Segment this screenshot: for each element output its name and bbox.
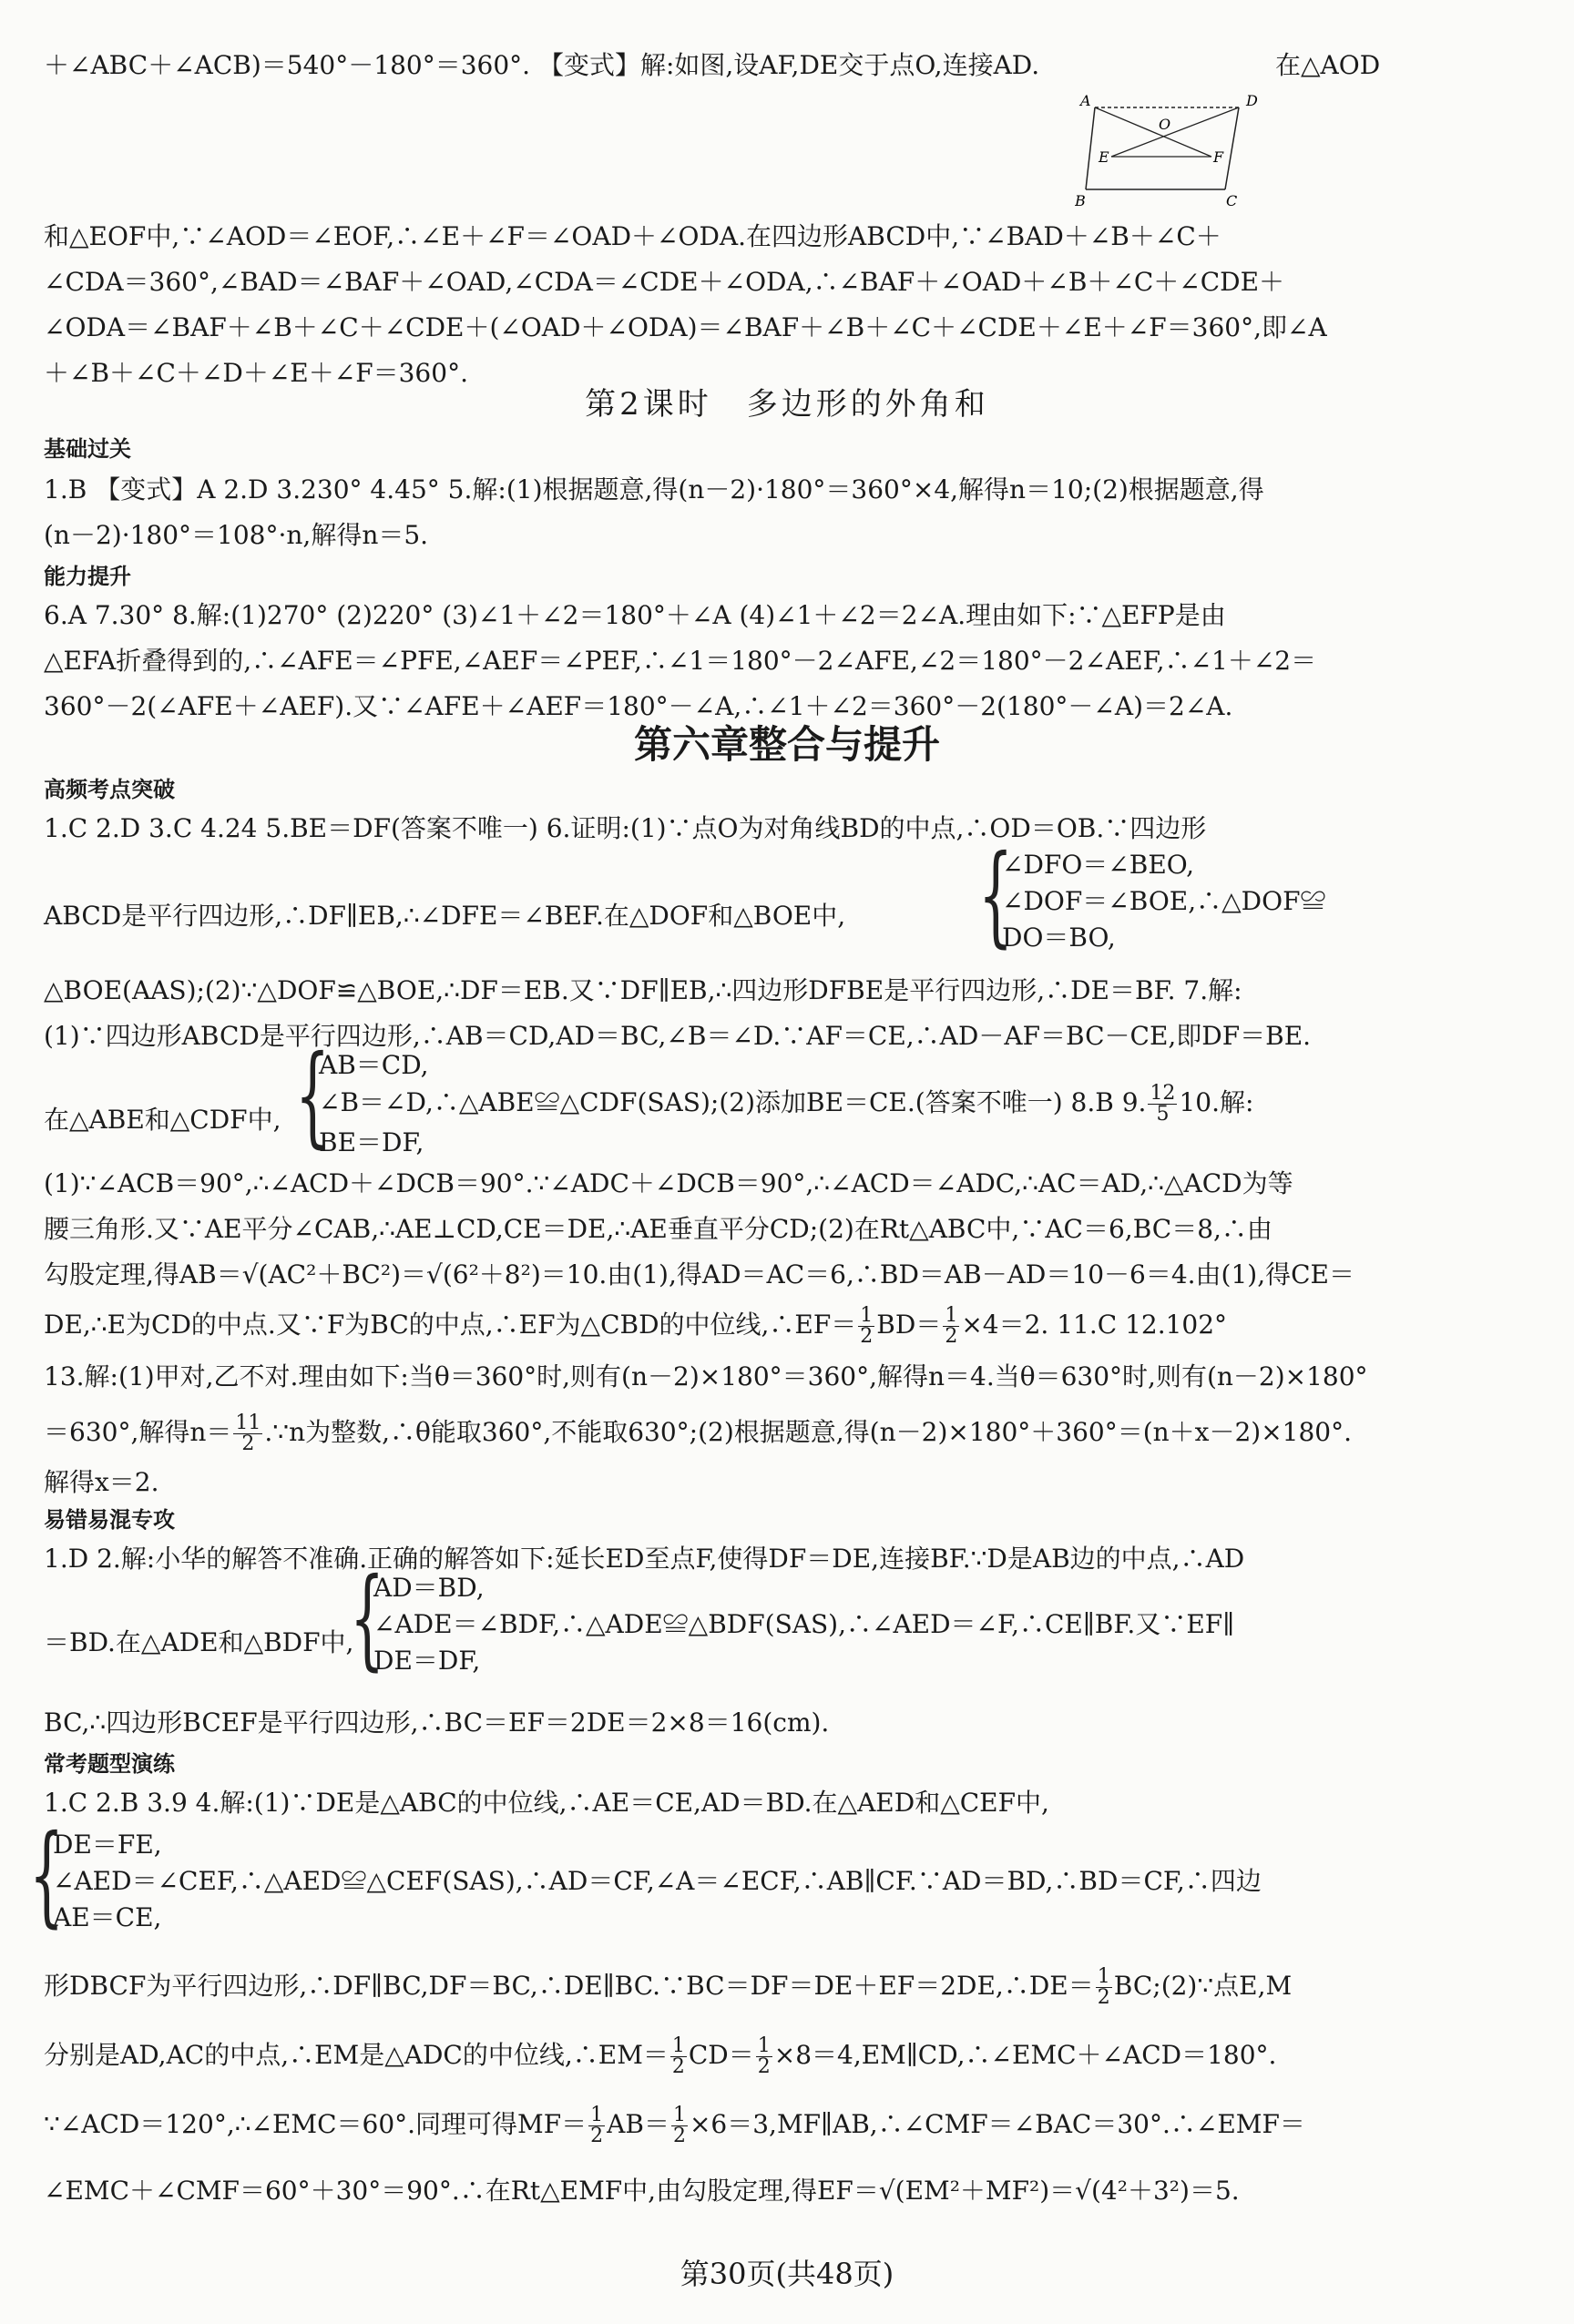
text-line: ∠ODA＝∠BAF＋∠B＋∠C＋∠CDE＋(∠OAD＋∠ODA)＝∠BAF＋∠B＋∠C＋∠CDE＋∠E＋∠F＝360°,即∠A <box>44 312 1327 342</box>
text-line <box>44 2036 1538 2077</box>
text-span: DE,∴E为CD的中点.又∵F为BC的中点,∴EF为△CBD的中位线,∴EF＝ <box>44 1310 857 1340</box>
fraction: $\frac{1}{2}$ <box>671 2034 685 2078</box>
brace-row: AE＝CE, <box>53 1902 162 1932</box>
text-line: 6.A 7.30° 8.解:(1)270° (2)220° (3)∠1＋∠2＝180°＋∠A (4)∠1＋∠2＝2∠A.理由如下:∵△EFP是由 <box>44 600 1226 630</box>
section-heading-high-freq: 高频考点突破 <box>44 777 175 802</box>
text-span: CD＝ <box>688 2040 754 2070</box>
fraction: $\frac{11}{2}$ <box>235 1412 261 1455</box>
brace-row: AD＝BD, <box>373 1573 485 1603</box>
label-d: D <box>1246 92 1258 109</box>
text-line: ＋∠ABC＋∠ACB)＝540°－180°＝360°. 【变式】解:如图,设AF,DE交于点O,连接AD. <box>44 50 1040 80</box>
text-span: ＝630°,解得n＝ <box>44 1417 232 1447</box>
text-line <box>44 1413 1538 1454</box>
text-line: 1.C 2.D 3.C 4.24 5.BE＝DF(答案不唯一) 6.证明:(1)∵点O为对角线BD的中点,∴OD＝OB.∵四边形 <box>44 813 1207 843</box>
brace-row: DO＝BO, <box>1002 922 1116 953</box>
text-line: 在△AOD <box>1275 50 1381 80</box>
text-span: 10.解: <box>1179 1087 1254 1117</box>
text-line: 和△EOF中,∵∠AOD＝∠EOF,∴∠E＋∠F＝∠OAD＋∠ODA.在四边形ABCD中,∵∠BAD＋∠B＋∠C＋ <box>44 221 1221 251</box>
lesson-title: 第2课时 多边形的外角和 <box>585 386 989 423</box>
text-span: ∵∠ACD＝120°,∴∠EMC＝60°.同理可得MF＝ <box>44 2109 588 2139</box>
label-e: E <box>1099 148 1109 166</box>
label-a: A <box>1080 92 1091 109</box>
fraction: $\frac{1}{2}$ <box>590 2104 604 2147</box>
label-b: B <box>1075 192 1086 209</box>
text-line: (1)∵∠ACB＝90°,∴∠ACD＋∠DCB＝90°.∵∠ADC＋∠DCB＝90°,∴∠ACD＝∠ADC,∴AC＝AD,∴△ACD为等 <box>44 1168 1293 1198</box>
brace-row: ∠B＝∠D,∴△ABE≌△CDF(SAS); <box>319 1087 720 1117</box>
brace-row: DE＝DF, <box>373 1646 481 1676</box>
brace-row: ∠DFO＝∠BEO, <box>1002 850 1194 880</box>
brace-row: ∠ADE＝∠BDF,∴△ADE≌△BDF(SAS),∴∠AED＝∠F,∴CE∥BF.又∵EF∥ <box>373 1609 1235 1639</box>
text-span: BD＝ <box>876 1310 942 1340</box>
text-line: 腰三角形.又∵AE平分∠CAB,∴AE⊥CD,CE＝DE,∴AE垂直平分CD;(2)在Rt△ABC中,∵AC＝6,BC＝8,∴由 <box>44 1214 1272 1244</box>
text-span: 形DBCF为平行四边形,∴DF∥BC,DF＝BC,∴DE∥BC.∵BC＝DF＝DE＋EF＝2DE,∴DE＝ <box>44 1971 1094 2001</box>
label-c: C <box>1226 192 1238 209</box>
text-line: 解得x＝2. <box>44 1467 159 1497</box>
fraction: $\frac{1}{2}$ <box>860 1304 874 1348</box>
section-heading-basic: 基础过关 <box>44 436 131 462</box>
text-line: BC,∴四边形BCEF是平行四边形,∴BC＝EF＝2DE＝2×8＝16(cm). <box>44 1707 830 1738</box>
label-f: F <box>1213 148 1224 166</box>
text-line: △BOE(AAS);(2)∵△DOF≌△BOE,∴DF＝EB.又∵DF∥EB,∴四边形DFBE是平行四边形,∴DE＝BF. 7.解: <box>44 975 1242 1005</box>
brace-row: ∠AED＝∠CEF,∴△AED≌△CEF(SAS),∴AD＝CF,∠A＝∠ECF,∴AB∥CF.∵AD＝BD,∴BD＝CF,∴四边 <box>53 1866 1262 1896</box>
text-line: 1.D 2.解:小华的解答不准确.正确的解答如下:延长ED至点F,使得DF＝DE,连接BF.∵D是AB边的中点,∴AD <box>44 1544 1245 1574</box>
text-line: (1)∵四边形ABCD是平行四边形,∴AB＝CD,AD＝BC,∠B＝∠D.∵AF＝CE,∴AD－AF＝BC－CE,即DF＝BE. <box>44 1021 1312 1051</box>
fraction: $\frac{1}{2}$ <box>945 1304 958 1348</box>
text-line: 360°－2(∠AFE＋∠AEF).又∵∠AFE＋∠AEF＝180°－∠A,∴∠1＋∠2＝360°－2(180°－∠A)＝2∠A. <box>44 691 1233 721</box>
text-line <box>44 1967 1538 2008</box>
text-line: (n－2)·180°＝108°·n,解得n＝5. <box>44 520 429 550</box>
text-span: ×6＝3,MF∥AB,∴∠CMF＝∠BAC＝30°.∴∠EMF＝ <box>689 2109 1305 2139</box>
text-line: 1.C 2.B 3.9 4.解:(1)∵DE是△ABC的中位线,∴AE＝CE,AD＝BD.在△AED和△CEF中, <box>44 1788 1049 1818</box>
brace-row: BE＝DF, <box>319 1127 424 1157</box>
brace-system: { AD＝BD, ∠ADE＝∠BDF,∴△ADE≌△BDF(SAS),∴∠AED＝∠F,∴CE∥BF.又∵EF∥ DE＝DF, <box>350 1555 1235 1682</box>
fraction: $\frac{1}{2}$ <box>757 2034 771 2078</box>
text-line <box>44 1306 1538 1347</box>
page-footer: 第30页(共48页) <box>680 2257 894 2291</box>
quadrilateral-figure <box>1075 91 1266 209</box>
brace-system: { DE＝FE, ∠AED＝∠CEF,∴△AED≌△CEF(SAS),∴AD＝CF,∠A＝∠ECF,∴AB∥CF.∵AD＝BD,∴BD＝CF,∴四边 AE＝CE, <box>29 1812 1262 1939</box>
label-o: O <box>1159 116 1171 133</box>
brace-row: DE＝FE, <box>53 1830 162 1860</box>
text-line: ∠CDA＝360°,∠BAD＝∠BAF＋∠OAD,∠CDA＝∠CDE＋∠ODA,∴∠BAF＋∠OAD＋∠B＋∠C＋∠CDE＋ <box>44 267 1285 297</box>
text-line: 勾股定理,得AB＝√(AC²＋BC²)＝√(6²＋8²)＝10.由(1),得AD＝AC＝6,∴BD＝AB－AD＝10－6＝4.由(1),得CE＝ <box>44 1259 1354 1289</box>
brace-system: { ∠DFO＝∠BEO, ∠DOF＝∠BOE,∴△DOF≌ DO＝BO, <box>978 832 1326 959</box>
text-span: AB＝ <box>607 2109 669 2139</box>
text-span: ×8＝4,EM∥CD,∴∠EMC＋∠ACD＝180°. <box>773 2040 1277 2070</box>
section-heading-mistakes: 易错易混专攻 <box>44 1507 175 1533</box>
brace-row: AB＝CD, <box>319 1050 429 1080</box>
fraction: $\frac{1}{2}$ <box>1097 1965 1110 2009</box>
fraction: $\frac{12}{5}$ <box>1150 1082 1176 1126</box>
text-span: (2)添加BE＝CE.(答案不唯一) 8.B 9. <box>719 1087 1147 1117</box>
brace-system: { AB＝CD, ∠B＝∠D,∴△ABE≌△CDF(SAS);(2)添加BE＝CE.(答案不唯一) 8.B 9. $\frac{12}{5}$ 10.解: BE＝DF, <box>295 1033 1254 1159</box>
text-line: ＝BD.在△ADE和△BDF中, <box>44 1627 354 1657</box>
text-line: 13.解:(1)甲对,乙不对.理由如下:当θ＝360°时,则有(n－2)×180°＝360°,解得n＝4.当θ＝630°时,则有(n－2)×180° <box>44 1361 1368 1391</box>
text-span: BC;(2)∵点E,M <box>1113 1971 1293 2001</box>
section-heading-ability: 能力提升 <box>44 564 131 589</box>
text-span: 分别是AD,AC的中点,∴EM是△ADC的中位线,∴EM＝ <box>44 2040 669 2070</box>
text-line: ＋∠B＋∠C＋∠D＋∠E＋∠F＝360°. <box>44 358 468 388</box>
section-heading-common: 常考题型演练 <box>44 1751 175 1777</box>
text-line: ∠EMC＋∠CMF＝60°＋30°＝90°.∴在Rt△EMF中,由勾股定理,得EF＝√(EM²＋MF²)＝√(4²＋3²)＝5. <box>44 2176 1240 2206</box>
text-line: 在△ABE和△CDF中, <box>44 1105 281 1135</box>
fraction: $\frac{1}{2}$ <box>672 2104 686 2147</box>
text-line <box>44 2105 1538 2146</box>
brace-row: ∠DOF＝∠BOE,∴△DOF≌ <box>1002 886 1326 916</box>
text-line: △EFA折叠得到的,∴∠AFE＝∠PFE,∠AEF＝∠PEF,∴∠1＝180°－2∠AFE,∠2＝180°－2∠AEF,∴∠1＋∠2＝ <box>44 646 1317 676</box>
text-span: ×4＝2. 11.C 12.102° <box>961 1310 1228 1340</box>
text-span: .∵n为整数,∴θ能取360°,不能取630°;(2)根据题意,得(n－2)×180°＋360°＝(n＋x－2)×180°. <box>264 1417 1353 1447</box>
text-line: ABCD是平行四边形,∴DF∥EB,∴∠DFE＝∠BEF.在△DOF和△BOE中, <box>44 901 846 931</box>
text-line: 1.B 【变式】A 2.D 3.230° 4.45° 5.解:(1)根据题意,得(n－2)·180°＝360°×4,解得n＝10;(2)根据题意,得 <box>44 474 1264 505</box>
chapter-title: 第六章整合与提升 <box>633 722 940 767</box>
